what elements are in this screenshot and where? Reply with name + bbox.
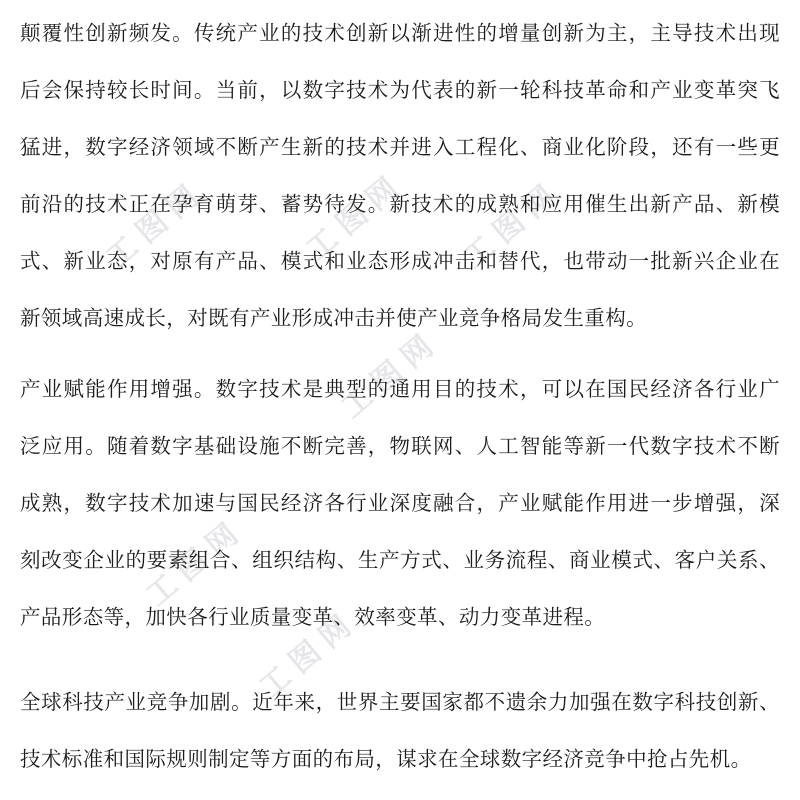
text-line: 猛进，数字经济领域不断产生新的技术并进入工程化、商业化阶段，还有一些更 <box>20 136 780 159</box>
text-line: 新领域高速成长，对既有产业形成冲击并使产业竞争格局发生重构。 <box>20 307 647 330</box>
watermark: 工图网 <box>140 512 252 613</box>
text-line: 式、新业态，对原有产品、模式和业态形成冲击和替代，也带动一批新兴企业在 <box>20 250 780 273</box>
watermark: 工图网 <box>300 166 412 267</box>
text-line: 刻改变企业的要素组合、组织结构、生产方式、业务流程、商业模式、客户关系、 <box>20 549 780 572</box>
text-line: 技术标准和国际规则制定等方面的布局，谋求在全球数字经济竞争中抢占先机。 <box>20 748 752 771</box>
text-line: 前沿的技术正在孕育萌芽、蓄势待发。新技术的成熟和应用催生出新产品、新模 <box>20 193 780 216</box>
paragraph <box>20 361 780 646</box>
text-line: 成熟，数字技术加速与国民经济各行业深度融合，产业赋能作用进一步增强，深 <box>20 492 780 515</box>
text-line: 泛应用。随着数字基础设施不断完善，物联网、人工智能等新一代数字技术不断 <box>20 435 780 458</box>
text-line: 全球科技产业竞争加剧。近年来，世界主要国家都不遗余力加强在数字科技创新、 <box>20 691 780 714</box>
watermark: 工图网 <box>100 174 212 275</box>
watermark: 工图网 <box>253 604 365 705</box>
paragraph <box>20 674 780 788</box>
text-line: 产品形态等，加快各行业质量变革、效率变革、动力变革进程。 <box>20 606 606 629</box>
text-line: 后会保持较长时间。当前，以数字技术为代表的新一轮科技革命和产业变革突飞 <box>20 79 780 102</box>
watermark: 工图网 <box>335 324 447 425</box>
text-line: 产业赋能作用增强。数字技术是典型的通用目的技术，可以在国民经济各行业广 <box>20 378 780 401</box>
document-content <box>20 5 780 788</box>
paragraph <box>20 5 780 347</box>
watermark: 工图网 <box>457 174 569 275</box>
text-line: 颠覆性创新频发。传统产业的技术创新以渐进性的增量创新为主，主导技术出现 <box>20 22 780 45</box>
